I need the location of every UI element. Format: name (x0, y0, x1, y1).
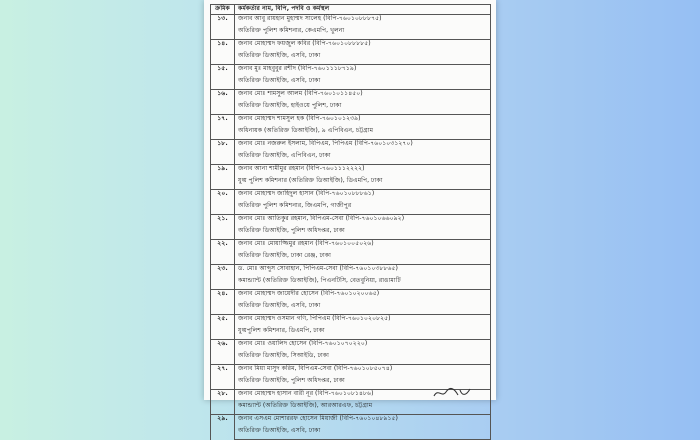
officer-post: অতিরিক্ত ডিআইজি, সিআইডি, ঢাকা (235, 352, 491, 365)
table-row (211, 177, 491, 190)
table-row (211, 315, 491, 328)
table-row (211, 365, 491, 378)
serial-number: ২৭. (211, 365, 235, 390)
table-row (211, 152, 491, 165)
officer-name: জনাব মোঃ মোয়াজ্জিমুর রহমান (বিপি-৭৬০১০০৫০২৬) (235, 240, 491, 253)
table-row (211, 202, 491, 215)
serial-number: ২১. (211, 215, 235, 240)
table-row (211, 52, 491, 65)
officer-name: জনাব মোঃ আতিকুর রহমান, বিপিএম-সেবা (বিপি-৭৬০১০৬৬০৯২) (235, 215, 491, 228)
officer-table (210, 4, 491, 440)
table-row (211, 140, 491, 153)
table-row (211, 290, 491, 303)
officer-name: জনাব আবু রায়হান মুহাম্মদ সালেহ (বিপি-৭৬০১০৮৮৮৭৫) (235, 15, 491, 28)
table-row (211, 427, 491, 440)
table-row (211, 102, 491, 115)
officer-post: অতিরিক্ত ডিআইজি, এসবি, ঢাকা (235, 427, 491, 440)
officer-name: জনাব মোহাম্মদ হাসান বারী নূর (বিপি-৭৬০১০৮১৪৮৬) (235, 390, 491, 403)
table-row (211, 77, 491, 90)
serial-number: ২৯. (211, 415, 235, 440)
signature-mark (432, 386, 472, 400)
table-row (211, 190, 491, 203)
table-row (211, 265, 491, 278)
table-row (211, 65, 491, 78)
serial-number: ১৩. (211, 15, 235, 40)
officer-post: কমান্ড্যান্ট (অতিরিক্ত ডিআইজি), আরআরএফ, চট্টগ্রাম (235, 402, 491, 415)
table-row (211, 127, 491, 140)
officer-name: ড. মোঃ আব্দুস সোবাহান, পিপিএম-সেবা (বিপি-৭৬০১০৩৮৮৬৫) (235, 265, 491, 278)
officer-post: অতিরিক্ত ডিআইজি, এপিবিএন, ঢাকা (235, 152, 491, 165)
serial-number: ১৫. (211, 65, 235, 90)
officer-post: অতিরিক্ত ডিআইজি, ঢাকা রেঞ্জ, ঢাকা (235, 252, 491, 265)
detail-header: কর্মকর্তার নাম, বিপি, পদবি ও কর্মস্থল (235, 5, 491, 15)
officer-post: অতিরিক্ত ডিআইজি, পুলিশ অধিদপ্তর, ঢাকা (235, 227, 491, 240)
officer-post: অতিরিক্ত ডিআইজি, হাইওয়ে পুলিশ, ঢাকা (235, 102, 491, 115)
officer-post: অতিরিক্ত পুলিশ কমিশনার, কেএমপি, খুলনা (235, 27, 491, 40)
serial-number: ২২. (211, 240, 235, 265)
serial-number: ২০. (211, 190, 235, 215)
table-row (211, 402, 491, 415)
table-row (211, 252, 491, 265)
officer-post: কমান্ড্যান্ট (অতিরিক্ত ডিআইজি), পিএনটিসি, বেতবুনিয়া, রাঙামাটি (235, 277, 491, 290)
officer-post: অধিনায়ক (অতিরিক্ত ডিআইজি), ৯ এপিবিএন, চট্টগ্রাম (235, 127, 491, 140)
officer-name: জনাব মোহাম্মদ জাহিদুল হাসান (বিপি-৭৬০১০৮৮৮৬১) (235, 190, 491, 203)
serial-number: ২৬. (211, 340, 235, 365)
table-row (211, 352, 491, 365)
officer-post: যুগ্ম পুলিশ কমিশনার (অতিরিক্ত ডিআইজি), ডিএমপি, ঢাকা (235, 177, 491, 190)
serial-number: ১৬. (211, 90, 235, 115)
officer-name: জনাব মোঃ শামসুল আলম (বিপি-৭৬০১০১১৪৫০) (235, 90, 491, 103)
serial-number: ২৮. (211, 390, 235, 415)
table-row (211, 240, 491, 253)
table-row (211, 115, 491, 128)
officer-name: জনাব মোঃ নজরুল ইসলাম, বিপিএম, পিপিএম (বিপি-৭৬০১০৩১২৭০) (235, 140, 491, 153)
table-row (211, 40, 491, 53)
officer-name: জনাব মোহাম্মদ জায়েদীর হোসেন (বিপি-৭৬০১০২০০৬৫) (235, 290, 491, 303)
serial-number: ১৪. (211, 40, 235, 65)
officer-table-body (211, 5, 491, 440)
document-page (204, 0, 496, 434)
table-row (211, 327, 491, 340)
table-row (211, 165, 491, 178)
officer-post: অতিরিক্ত ডিআইজি, এসবি, ঢাকা (235, 77, 491, 90)
officer-name: জনাব মোহাম্মদ ওসমান গণি, পিপিএম (বিপি-৭৬০১০২০৮২৫) (235, 315, 491, 328)
serial-number: ১৯. (211, 165, 235, 190)
officer-post: অতিরিক্ত ডিআইজি, এসবি, ঢাকা (235, 302, 491, 315)
table-row (211, 277, 491, 290)
officer-name: জনাব মোহাম্মদ ফয়জুল কবির (বিপি-৭৬০১০৮৮৮৮৫) (235, 40, 491, 53)
table-row (211, 227, 491, 240)
officer-name: জনাব মুঃ মাহবুবুর রশীদ (বিপি-৭৬০১১১৮৭১৯) (235, 65, 491, 78)
officer-name: জনাব আনা শামীমুর রহমান (বিপি-৭৬০১১১২২২২) (235, 165, 491, 178)
officer-post: অতিরিক্ত পুলিশ কমিশনার, জিএমপি, গাজীপুর (235, 202, 491, 215)
officer-name: জনাব মোহাম্মদ শামসুল হক (বিপি-৭৬০১০১২৩৯) (235, 115, 491, 128)
table-row (211, 340, 491, 353)
table-row (211, 302, 491, 315)
serial-header: ক্রমিক (211, 5, 235, 15)
serial-number: ১৭. (211, 115, 235, 140)
table-row (211, 90, 491, 103)
table-row (211, 15, 491, 28)
officer-post: যুগ্মপুলিশ কমিশনার, ডিএমপি, ঢাকা (235, 327, 491, 340)
officer-post: অতিরিক্ত ডিআইজি, এসবি, ঢাকা (235, 52, 491, 65)
table-row (211, 27, 491, 40)
officer-name: জনাব মিয়া মাসুদ করিম, বিপিএম-সেবা (বিপি-৭৬০১০৮৫০৭৪) (235, 365, 491, 378)
serial-number: ২৫. (211, 315, 235, 340)
serial-number: ১৮. (211, 140, 235, 165)
officer-name: জনাব মোঃ ওয়ালিদ হোসেন (বিপি-৭৬০১০৭০২২০) (235, 340, 491, 353)
table-row (211, 415, 491, 428)
serial-number: ২৪. (211, 290, 235, 315)
table-header-row (211, 5, 491, 15)
table-row (211, 215, 491, 228)
officer-name: জনাব এসএম মোশাররফ হোসেন মিয়াজী (বিপি-৭৬০১০৪৮৯১৫) (235, 415, 491, 428)
officer-post: অতিরিক্ত ডিআইজি, পুলিশ অধিদপ্তর, ঢাকা (235, 377, 491, 390)
serial-number: ২৩. (211, 265, 235, 290)
